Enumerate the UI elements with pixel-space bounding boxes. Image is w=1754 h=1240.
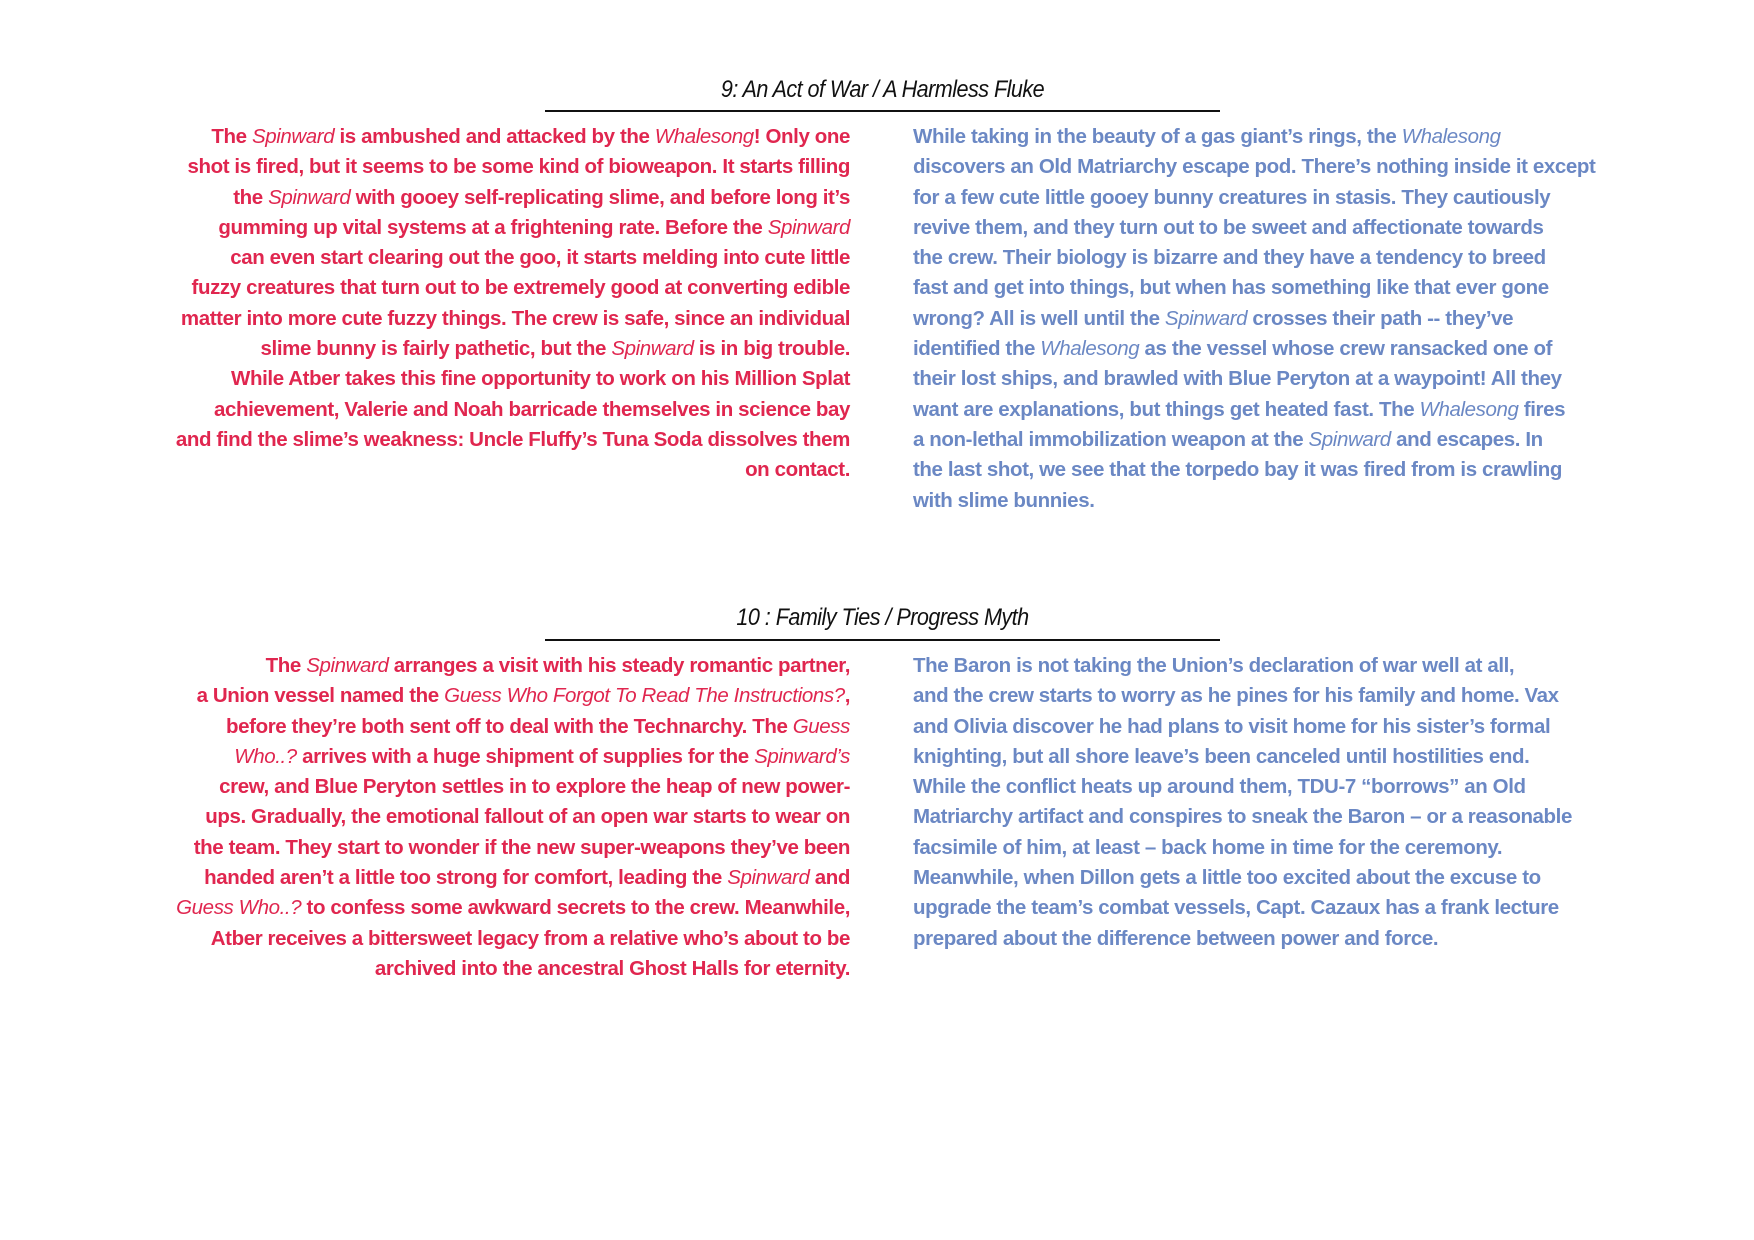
text-run: Meanwhile, when Dillon gets a little too excited about the excuse to [913, 866, 1541, 890]
ship-name-italic: Whalesong [654, 125, 754, 148]
text-line [130, 364, 850, 394]
ship-name-italic: Guess Who..? [176, 896, 302, 920]
text-line [913, 651, 1633, 681]
text-run: fuzzy creatures that turn out to be extremely good at converting edible [191, 276, 850, 300]
text-run: Atber receives a bittersweet legacy from a relative who’s about to be [210, 926, 850, 950]
text-run: , [844, 684, 850, 708]
ship-name-italic: Guess [792, 714, 850, 738]
text-run: shot is fired, but it seems to be some kind of bioweapon. It starts filling [187, 155, 850, 179]
text-run: for a few cute little gooey bunny creatures in stasis. They cautiously [913, 185, 1551, 209]
text-run: arranges a visit with his steady romantic partner, [388, 654, 850, 677]
text-run: with slime bunnies. [913, 488, 1095, 512]
text-line [130, 681, 850, 711]
text-line [130, 833, 850, 863]
text-run: gumming up vital systems at a frightening rate. Before the [218, 215, 768, 239]
text-run: and Olivia discover he had plans to visit home for his sister’s formal [913, 714, 1551, 738]
text-run: a Union vessel named the [196, 684, 445, 708]
text-run: While taking in the beauty of a gas giant’s rings, the [913, 125, 1402, 148]
ship-name-italic: Whalesong [1040, 337, 1140, 361]
text-run: The [211, 125, 252, 148]
text-run: archived into the ancestral Ghost Halls for eternity. [374, 956, 850, 980]
text-run: and find the slime’s weakness: Uncle Fluffy’s Tuna Soda dissolves them [175, 427, 850, 451]
text-line [130, 122, 850, 152]
text-run: slime bunny is fairly pathetic, but the [260, 337, 612, 361]
text-line [130, 742, 850, 772]
ship-name-italic: Guess Who Forgot To Read The Instructions? [444, 684, 845, 708]
text-line [130, 802, 850, 832]
text-line [130, 334, 850, 364]
text-line [913, 122, 1633, 152]
text-line [913, 243, 1633, 273]
text-run: with gooey self-replicating slime, and before long it’s [350, 185, 850, 209]
text-line [130, 455, 850, 485]
text-run: discovers an Old Matriarchy escape pod. There’s nothing inside it except [913, 155, 1596, 179]
ship-name-italic: Who..? [234, 744, 297, 768]
text-run: wrong? All is well until the [913, 306, 1165, 330]
ship-name-italic: Spinward [251, 125, 335, 148]
text-run: as the vessel whose crew ransacked one of [1139, 337, 1552, 361]
episode-summary-right [913, 651, 1633, 954]
text-run: revive them, and they turn out to be sweet and affectionate towards [913, 215, 1544, 239]
text-run: crew, and Blue Peryton settles in to explore the heap of new power- [219, 775, 850, 799]
text-run: the last shot, we see that the torpedo bay it was fired from is crawling [913, 458, 1562, 482]
episode-summary-left [130, 122, 850, 486]
text-run: before they’re both sent off to deal with the Technarchy. The [226, 714, 793, 738]
text-run: prepared about the difference between power and force. [913, 926, 1439, 950]
text-run: arrives with a huge shipment of supplies for the [296, 744, 755, 768]
text-run: their lost ships, and brawled with Blue Peryton at a waypoint! All they [913, 367, 1562, 391]
text-line [130, 213, 850, 243]
ship-name-italic: Spinward [1308, 427, 1391, 451]
text-line [130, 243, 850, 273]
text-line [130, 863, 850, 893]
text-line [913, 742, 1633, 772]
text-run: facsimile of him, at least – back home in time for the ceremony. [913, 835, 1503, 859]
text-line [913, 152, 1633, 182]
text-run: is in big trouble. [693, 337, 850, 361]
text-run: fast and get into things, but when has something like that ever gone [913, 276, 1549, 300]
ship-name-italic: Spinward [1164, 306, 1248, 330]
text-run: The Baron is not taking the Union’s declaration of war well at all, [913, 654, 1515, 677]
text-run: and the crew starts to worry as he pines for his family and home. Vax [913, 684, 1559, 708]
episode-title: 9: An Act of War / A Harmless Fluke [720, 76, 1045, 103]
episode-title: 10 : Family Ties / Progress Myth [736, 604, 1029, 631]
text-run: and [809, 866, 850, 890]
text-run: knighting, but all shore leave’s been canceled until hostilities end. [913, 744, 1530, 768]
ship-name-italic: Spinward [767, 215, 850, 239]
text-line [130, 924, 850, 954]
text-run: While the conflict heats up around them, TDU-7 “borrows” an Old [913, 775, 1526, 799]
text-run: ! Only one [753, 125, 850, 148]
text-line [130, 651, 850, 681]
episode-summary-right [913, 122, 1633, 516]
ship-name-italic: Spinward’s [754, 744, 850, 768]
text-run: While Atber takes this fine opportunity to work on his Million Splat [231, 367, 850, 391]
text-line [130, 395, 850, 425]
text-run: the team. They start to wonder if the new super-weapons they’ve been [193, 835, 850, 859]
text-line [913, 833, 1633, 863]
text-run: can even start clearing out the goo, it starts melding into cute little [230, 246, 850, 270]
text-line [913, 712, 1633, 742]
text-run: to confess some awkward secrets to the crew. Meanwhile, [301, 896, 850, 920]
text-run: fires [1518, 397, 1566, 421]
text-line [130, 304, 850, 334]
text-run: is ambushed and attacked by the [334, 125, 655, 148]
text-run: want are explanations, but things get heated fast. The [913, 397, 1420, 421]
ship-name-italic: Spinward [611, 337, 694, 361]
text-line [913, 364, 1633, 394]
text-line [913, 681, 1633, 711]
text-line [913, 863, 1633, 893]
text-line [130, 772, 850, 802]
text-line [913, 213, 1633, 243]
text-run: handed aren’t a little too strong for comfort, leading the [204, 866, 728, 890]
title-divider [545, 639, 1220, 641]
ship-name-italic: Spinward [268, 185, 351, 209]
ship-name-italic: Spinward [306, 654, 389, 677]
text-line [130, 273, 850, 303]
text-line [913, 425, 1633, 455]
text-line [913, 772, 1633, 802]
text-line [130, 183, 850, 213]
text-run: matter into more cute fuzzy things. The crew is safe, since an individual [180, 306, 850, 330]
text-run: on contact. [745, 458, 850, 482]
episode-summary-left [130, 651, 850, 984]
text-run: Matriarchy artifact and conspires to sneak the Baron – or a reasonable [913, 805, 1572, 829]
text-run: identified the [913, 337, 1041, 361]
text-line [913, 304, 1633, 334]
text-line [913, 802, 1633, 832]
ship-name-italic: Spinward [727, 866, 810, 890]
text-run: upgrade the team’s combat vessels, Capt. Cazaux has a frank lecture [913, 896, 1559, 920]
title-divider [545, 110, 1220, 112]
text-line [130, 152, 850, 182]
text-run: a non-lethal immobilization weapon at the [913, 427, 1309, 451]
text-line [913, 893, 1633, 923]
text-run: crosses their path -- they’ve [1247, 306, 1514, 330]
text-line [913, 183, 1633, 213]
text-line [913, 273, 1633, 303]
text-run: the crew. Their biology is bizarre and they have a tendency to breed [913, 246, 1546, 270]
text-line [913, 486, 1633, 516]
text-run: and escapes. In [1390, 427, 1543, 451]
text-run: achievement, Valerie and Noah barricade themselves in science bay [213, 397, 850, 421]
text-line [913, 924, 1633, 954]
text-line [913, 395, 1633, 425]
text-line [913, 334, 1633, 364]
text-run: the [233, 185, 269, 209]
text-line [130, 712, 850, 742]
ship-name-italic: Whalesong [1401, 125, 1501, 148]
text-line [130, 893, 850, 923]
text-line [913, 455, 1633, 485]
text-run: ups. Gradually, the emotional fallout of an open war starts to wear on [205, 805, 850, 829]
text-run: The [265, 654, 307, 677]
ship-name-italic: Whalesong [1419, 397, 1519, 421]
text-line [130, 954, 850, 984]
text-line [130, 425, 850, 455]
